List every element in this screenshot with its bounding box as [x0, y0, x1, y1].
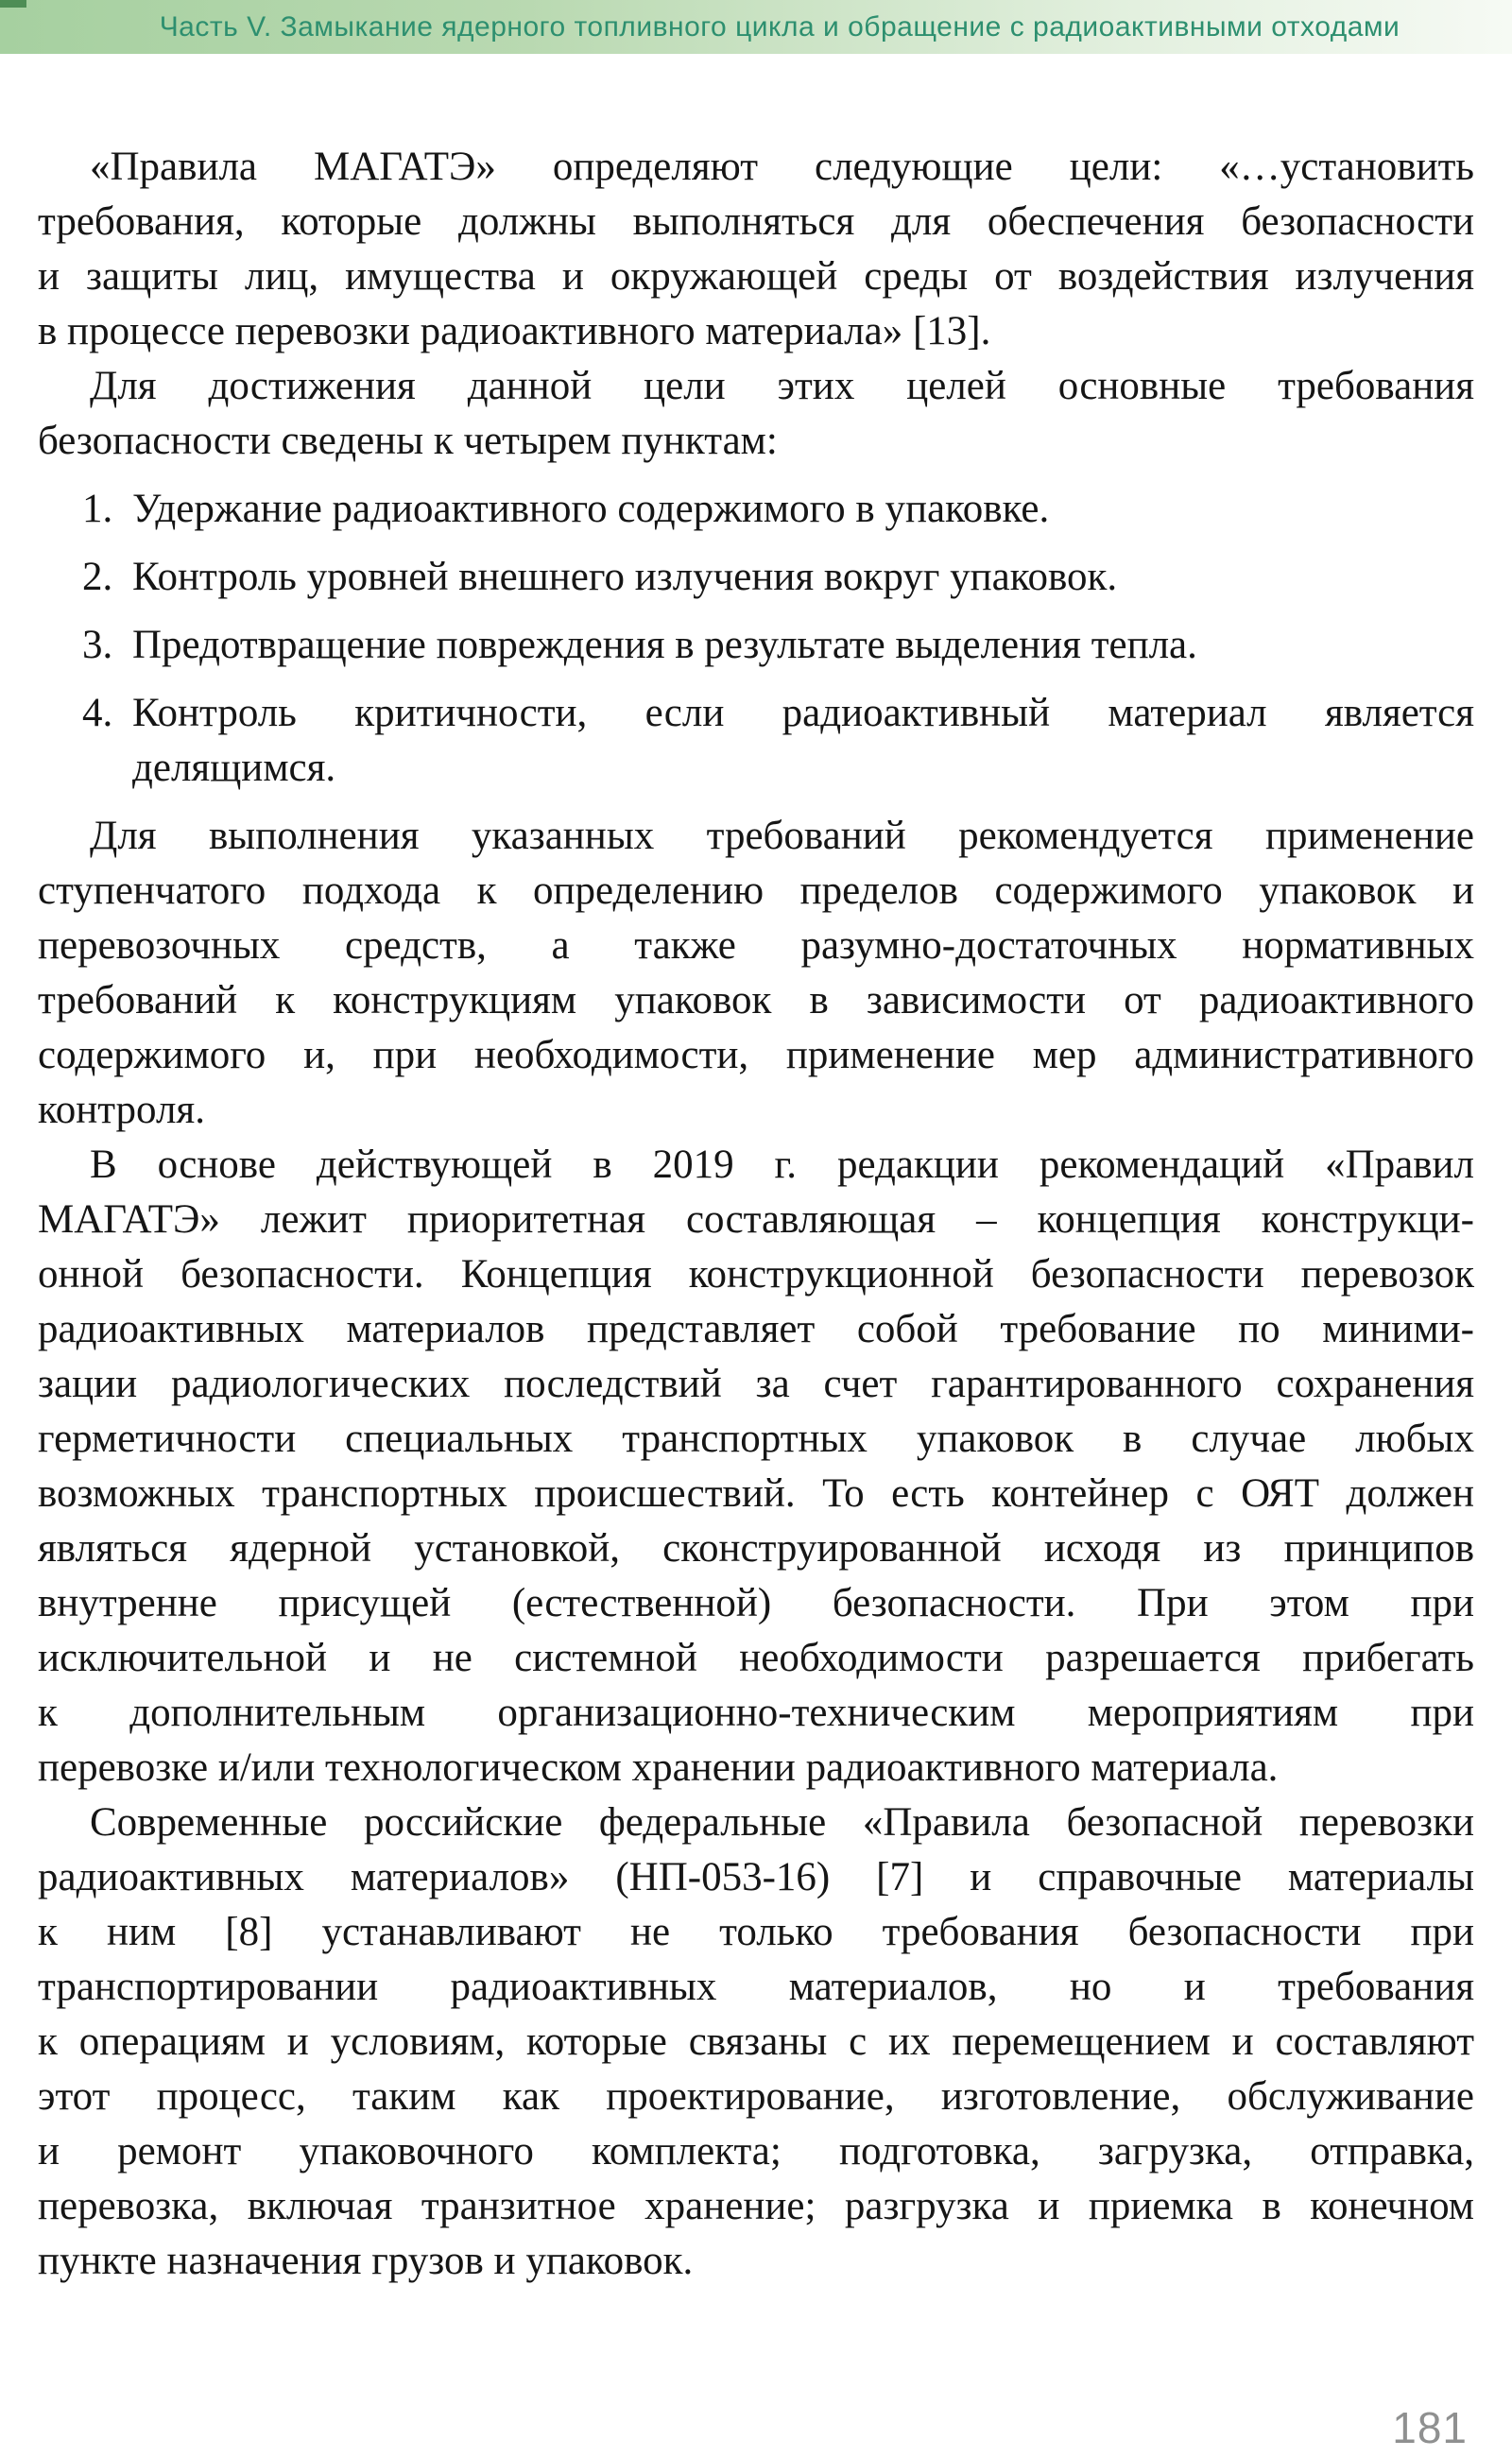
text-line: внутренне присущей (естественной) безопасности. При этом при [38, 1581, 1474, 1625]
text-line: перевозке и/или технологическом хранении радиоактивного материала. [38, 1745, 1279, 1790]
list-item [38, 482, 1474, 537]
text-line: В основе действующей в 2019 г. редакции рекомендаций «Правил [90, 1143, 1474, 1187]
text-line: Для выполнения указанных требований рекомендуется применение [90, 814, 1474, 858]
text-line: герметичности специальных транспортных упаковок в случае любых [38, 1417, 1474, 1461]
paragraph [38, 1138, 1474, 1796]
paragraph [38, 359, 1474, 469]
text-line: Удержание радиоактивного содержимого в упаковке. [132, 487, 1050, 531]
list-number: 3. [82, 623, 113, 667]
text-line: Контроль уровней внешнего излучения вокруг упаковок. [132, 555, 1118, 599]
text-line: безопасности сведены к четырем пунктам: [38, 419, 778, 463]
text-line: этот процесс, таким как проектирование, изготовление, обслуживание [38, 2074, 1474, 2119]
text-line: Для достижения данной цели этих целей основные требования [90, 364, 1474, 408]
text-line: и ремонт упаковочного комплекта; подготовка, загрузка, отправка, [38, 2129, 1474, 2174]
text-line: зации радиологических последствий за счет гарантированного сохранения [38, 1362, 1474, 1406]
text-line: содержимого и, при необходимости, применение мер административного [38, 1033, 1474, 1077]
page-body [38, 140, 1474, 2289]
text-line: транспортировании радиоактивных материалов, но и требования [38, 1965, 1474, 2009]
text-line: перевозочных средств, а также разумно-достаточных нормативных [38, 923, 1474, 968]
text-line: пункте назначения грузов и упаковок. [38, 2239, 694, 2283]
text-line: Контроль критичности, если радиоактивный материал является [132, 691, 1474, 735]
paragraph [38, 140, 1474, 359]
paragraph [38, 809, 1474, 1138]
list-number: 2. [82, 555, 113, 599]
text-line: к ним [8] устанавливают не только требования безопасности при [38, 1910, 1474, 1954]
text-line: и защиты лиц, имущества и окружающей среды от воздействия излучения [38, 254, 1474, 299]
text-line: требования, которые должны выполняться для обеспечения безопасности [38, 199, 1474, 244]
text-line: делящимся. [132, 746, 336, 790]
text-line: перевозка, включая транзитное хранение; разгрузка и приемка в конечном [38, 2184, 1474, 2228]
page-number: 181 [1392, 2403, 1468, 2452]
text-line: исключительной и не системной необходимости разрешается прибегать [38, 1636, 1474, 1680]
text-line: требований к конструкциям упаковок в зависимости от радиоактивного [38, 978, 1474, 1022]
text-line: к операциям и условиям, которые связаны с их перемещением и составляют [38, 2019, 1474, 2064]
list-number: 4. [82, 691, 113, 735]
list-number: 1. [82, 487, 113, 531]
text-line: ступенчатого подхода к определению пределов содержимого упаковок и [38, 868, 1474, 913]
list-item [38, 618, 1474, 673]
list-item [38, 550, 1474, 605]
text-line: контроля. [38, 1088, 205, 1132]
text-line: Предотвращение повреждения в результате выделения тепла. [132, 623, 1197, 667]
paragraph [38, 1796, 1474, 2289]
list-item [38, 686, 1474, 796]
corner-accent [0, 0, 26, 8]
text-line: «Правила МАГАТЭ» определяют следующие цели: «…установить [90, 145, 1474, 189]
text-line: радиоактивных материалов» (НП-053-16) [7] и справочные материалы [38, 1855, 1474, 1899]
text-line: Современные российские федеральные «Правила безопасной перевозки [90, 1800, 1474, 1845]
text-line: онной безопасности. Концепция конструкционной безопасности перевозок [38, 1252, 1474, 1297]
part-title: Часть V. Замыкание ядерного топливного цикла и обращение с радиоактивными отходами [159, 11, 1400, 43]
text-line: возможных транспортных происшествий. То есть контейнер с ОЯТ должен [38, 1471, 1474, 1516]
text-line: радиоактивных материалов представляет собой требование по миними- [38, 1307, 1474, 1351]
text-line: к дополнительным организационно-техническим мероприятиям при [38, 1691, 1474, 1735]
page-header-band [0, 0, 1512, 54]
text-line: в процессе перевозки радиоактивного материала» [13]. [38, 309, 991, 353]
text-line: являться ядерной установкой, сконструированной исходя из принципов [38, 1526, 1474, 1571]
text-line: МАГАТЭ» лежит приоритетная составляющая – концепция конструкци- [38, 1197, 1474, 1242]
